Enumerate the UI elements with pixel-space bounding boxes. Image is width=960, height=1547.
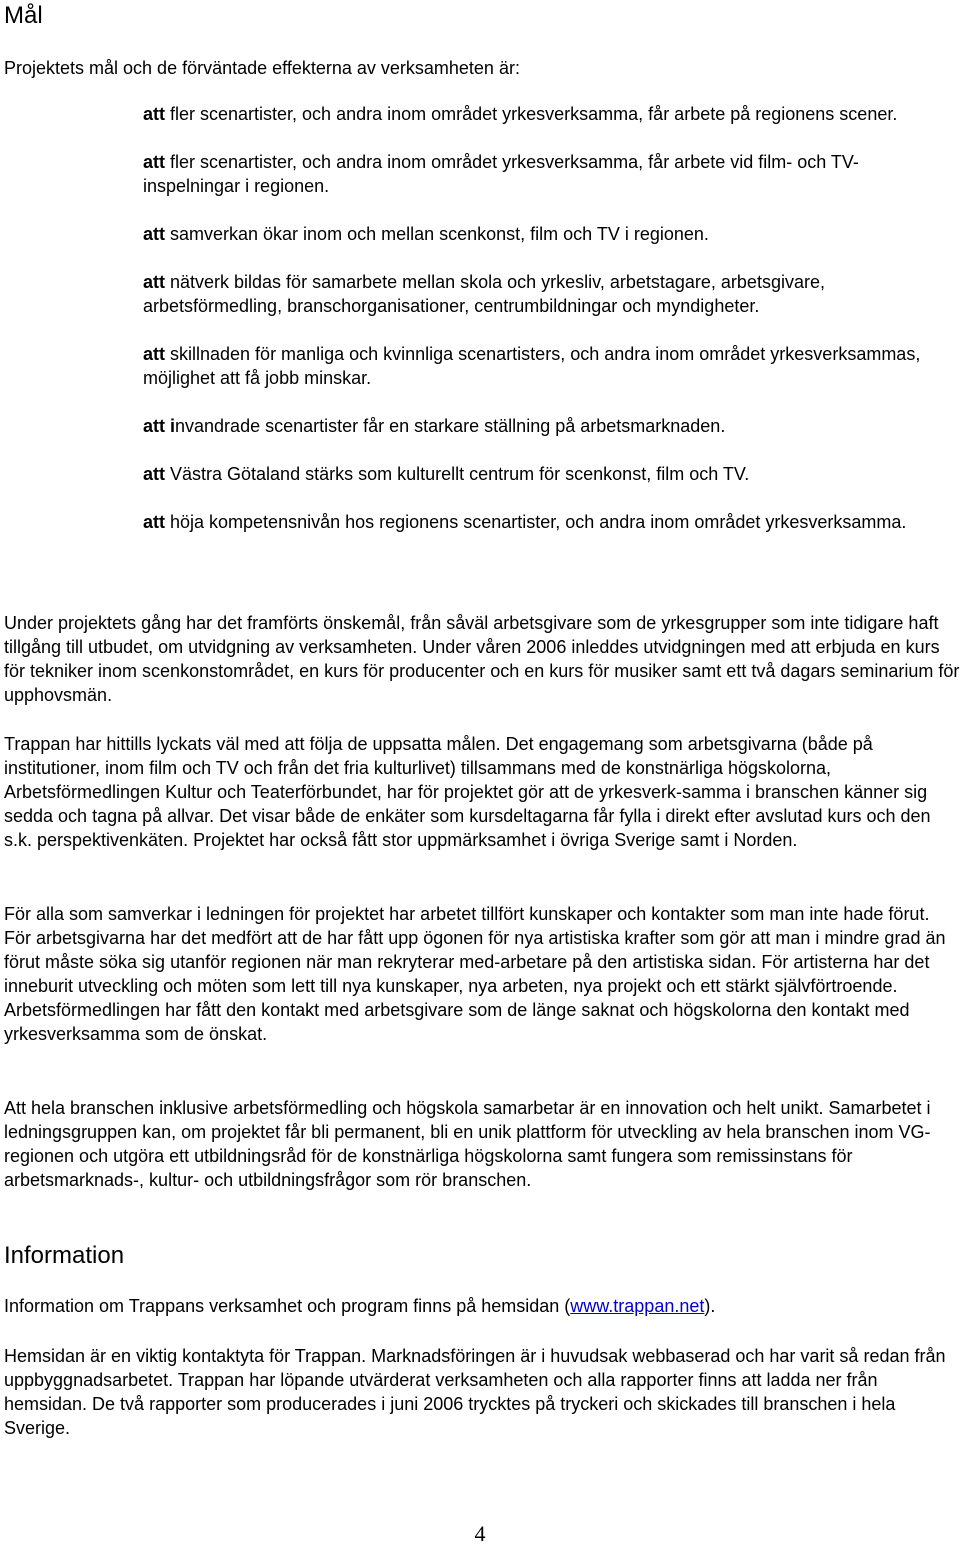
goal-item — [143, 222, 955, 246]
goal-keyword: att — [143, 464, 165, 484]
goal-text: nätverk bildas för samarbete mellan skola och yrkesliv, arbetstagare, arbetsgivare, arbetsförmedling, branschorganisationer, centrumbildningar och myndigheter. — [143, 272, 825, 316]
goal-item — [143, 342, 955, 390]
goal-keyword: att — [143, 512, 165, 532]
page-number: 4 — [474, 1521, 486, 1546]
paragraph-results: Trappan har hittills lyckats väl med att följa de uppsatta målen. Det engagemang som arbetsgivarna (både på institutioner, inom film och TV och från det fria kulturlivet) tillsammans med de konstnärliga högskolorna, Arbetsförmedlingen Kultur och Teaterförbundet, har för projektet gör att de yrkesverk-samma i branschen känner sig sedda och tagna på allvar. Det visar både de enkäter som kursdeltagarna får fylla i direkt efter avslutad kurs och den s.k. perspektivenkäten. Projektet har också fått stor uppmärksamhet i övriga Sverige samt i Norden. — [4, 734, 931, 850]
website-link[interactable]: www.trappan.net — [570, 1296, 705, 1316]
goal-item — [143, 414, 955, 438]
goal-keyword: att — [143, 224, 165, 244]
paragraph-website-info — [4, 1294, 960, 1318]
goal-text: Västra Götaland stärks som kulturellt centrum för scenkonst, film och TV. — [165, 464, 750, 484]
paragraph-expansion: Under projektets gång har det framförts önskemål, från såväl arbetsgivare som de yrkesgrupper som inte tidigare haft tillgång till utbudet, om utvidgning av verksamheten. Under våren 2006 inleddes utvidgningen med att erbjuda en kurs för tekniker inom scenkonstområdet, en kurs för producenter och en kurs för musiker samt ett två dagars seminarium för upphovsmän. — [4, 613, 960, 705]
goal-text: samverkan ökar inom och mellan scenkonst, film och TV i regionen. — [165, 224, 709, 244]
paragraph-collaboration: För alla som samverkar i ledningen för projektet har arbetet tillfört kunskaper och kontakter som man inte hade förut. För arbetsgivarna har det medfört att de har fått upp ögonen för nya artistiska krafter som gör att man i mindre grad än förut måste söka sig utanför regionen när man rekryterar med-arbetare på den artistiska sidan. För artisterna har det inneburit utveckling och möten som lett till nya kunskaper, nya arbeten, nya projekt och ett stärkt självförtroende. Arbetsförmedlingen har fått den kontakt med arbetsgivare som de länge saknat och högskolorna den kontakt med yrkesverksamma som de önskat. — [4, 904, 946, 1044]
goal-keyword: att — [143, 272, 165, 292]
website-text-before: Information om Trappans verksamhet och program finns på hemsidan ( — [4, 1296, 571, 1316]
paragraph-website-contact: Hemsidan är en viktig kontaktyta för Trappan. Marknadsföringen är i huvudsak webbaserad och har varit så redan från uppbyggnadsarbetet. Trappan har löpande utvärderat verksamheten och alla rapporter finns att ladda ner från hemsidan. De två rapporter som producerades i juni 2006 trycktes på tryckeri och skickades till branschen i hela Sverige. — [4, 1346, 946, 1438]
goal-text: fler scenartister, och andra inom området yrkesverksamma, får arbete på regionens scener. — [165, 104, 898, 124]
goal-text: skillnaden för manliga och kvinnliga scenartisters, och andra inom området yrkesverksammas, möjlighet att få jobb minskar. — [143, 344, 921, 388]
goal-keyword: att i — [143, 416, 176, 436]
goal-text: nvandrade scenartister får en starkare ställning på arbetsmarknaden. — [175, 416, 726, 436]
goal-keyword: att — [143, 104, 165, 124]
goal-item — [143, 270, 955, 318]
intro-text: Projektets mål och de förväntade effekterna av verksamheten är: — [4, 58, 520, 78]
goal-text: höja kompetensnivån hos regionens scenartister, och andra inom området yrkesverksamma. — [165, 512, 907, 532]
heading-goals: Mål — [4, 2, 43, 29]
goal-text: fler scenartister, och andra inom området yrkesverksamma, får arbete vid film- och TV-inspelningar i regionen. — [143, 152, 859, 196]
goal-item — [143, 102, 955, 126]
paragraph-innovation: Att hela branschen inklusive arbetsförmedling och högskola samarbetar är en innovation och helt unikt. Samarbetet i ledningsgruppen kan, om projektet får bli permanent, bli en unik plattform för utveckling av hela branschen inom VG-regionen och utgöra ett utbildningsråd för de konstnärliga högskolorna samt fungera som remissinstans för arbetsmarknads-, kultur- och utbildningsfrågor som rör branschen. — [4, 1098, 931, 1190]
website-text-after: ). — [704, 1296, 716, 1316]
heading-information: Information — [4, 1242, 125, 1269]
goal-keyword: att — [143, 344, 165, 364]
goals-list — [143, 102, 955, 558]
goal-keyword: att — [143, 152, 165, 172]
goal-item — [143, 150, 955, 198]
goal-item — [143, 462, 955, 486]
goal-item — [143, 510, 955, 534]
